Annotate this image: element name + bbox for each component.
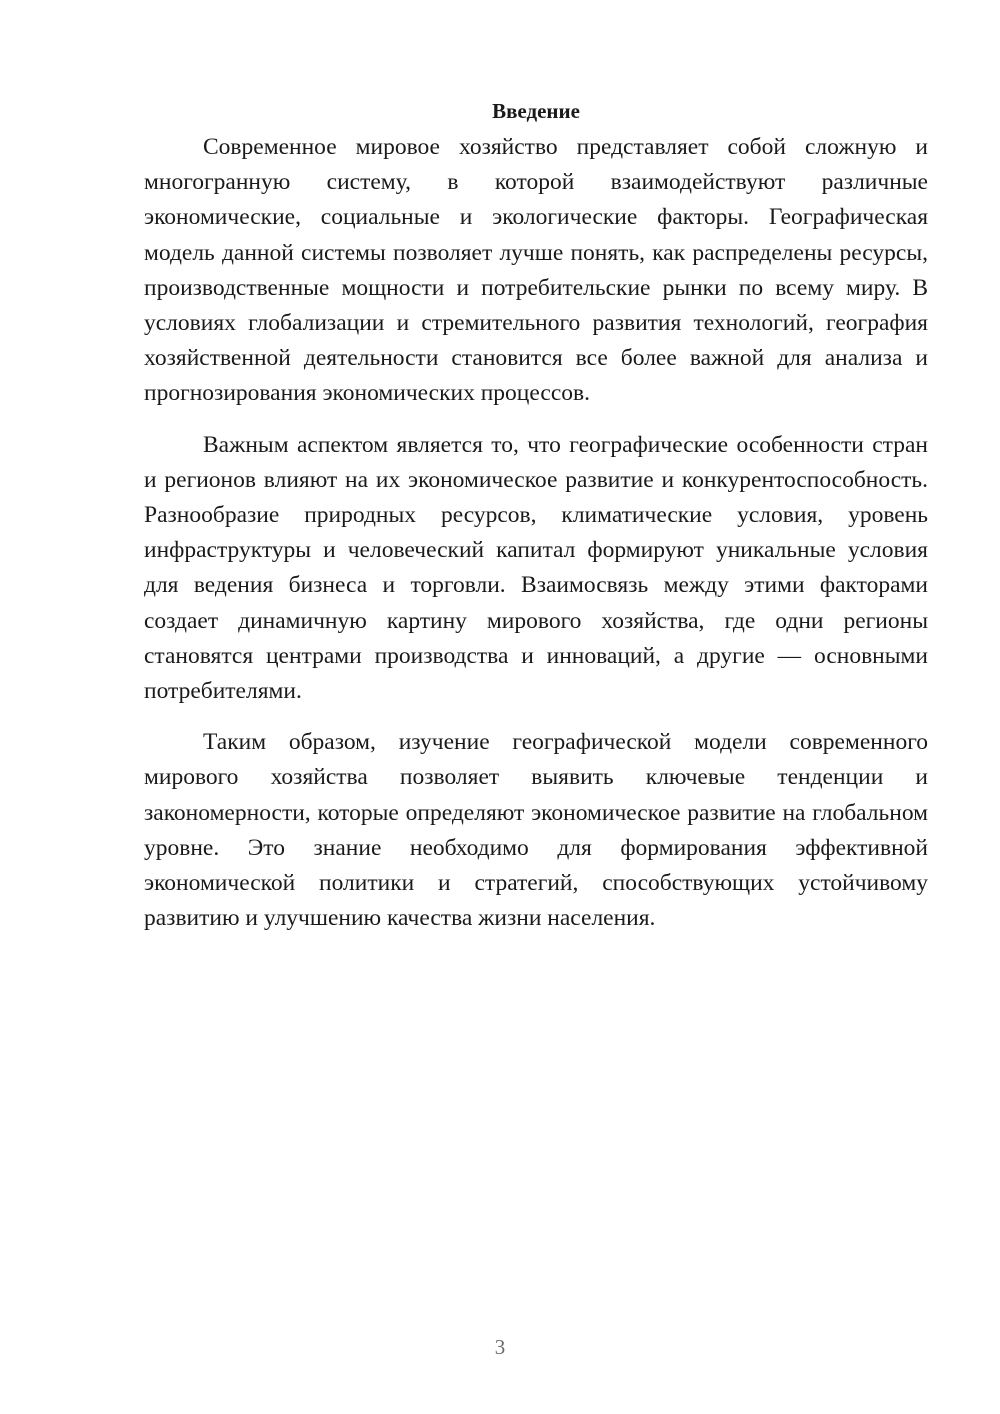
paragraph-1: Современное мировое хозяйство представляет собой сложную и многогранную систему, в которой взаимодействуют различные экономические, социальные и экологические факторы. Географическая модель данной системы позволяет лучше понять, как распределены ресурсы, производственные мощности и потребительские рынки по всему миру. В условиях глобализации и стремительного развития технологий, география хозяйственной деятельности становится все более важной для анализа и прогнозирования экономических процессов.: [144, 134, 928, 407]
page-number: 3: [494, 1335, 506, 1359]
paragraph-2: Важным аспектом является то, что географические особенности стран и регионов влияют на их экономическое развитие и конкурентоспособность. Разнообразие природных ресурсов, климатические условия, уровень инфраструктуры и человеческий капитал формируют уникальные условия для ведения бизнеса и торговли. Взаимосвязь между этими факторами создает динамичную картину мирового хозяйства, где одни регионы становятся центрами производства и инноваций, а другие — основными потребителями.: [144, 431, 928, 705]
document-page: [144, 96, 928, 952]
paragraph-3: Таким образом, изучение географической модели современного мирового хозяйства позволяет выявить ключевые тенденции и закономерности, которые определяют экономическое развитие на глобальном уровне. Это знание необходимо для формирования эффективной экономической политики и стратегий, способствующих устойчивому развитию и улучшению качества жизни населения.: [144, 729, 928, 932]
section-heading: Введение: [492, 99, 580, 123]
